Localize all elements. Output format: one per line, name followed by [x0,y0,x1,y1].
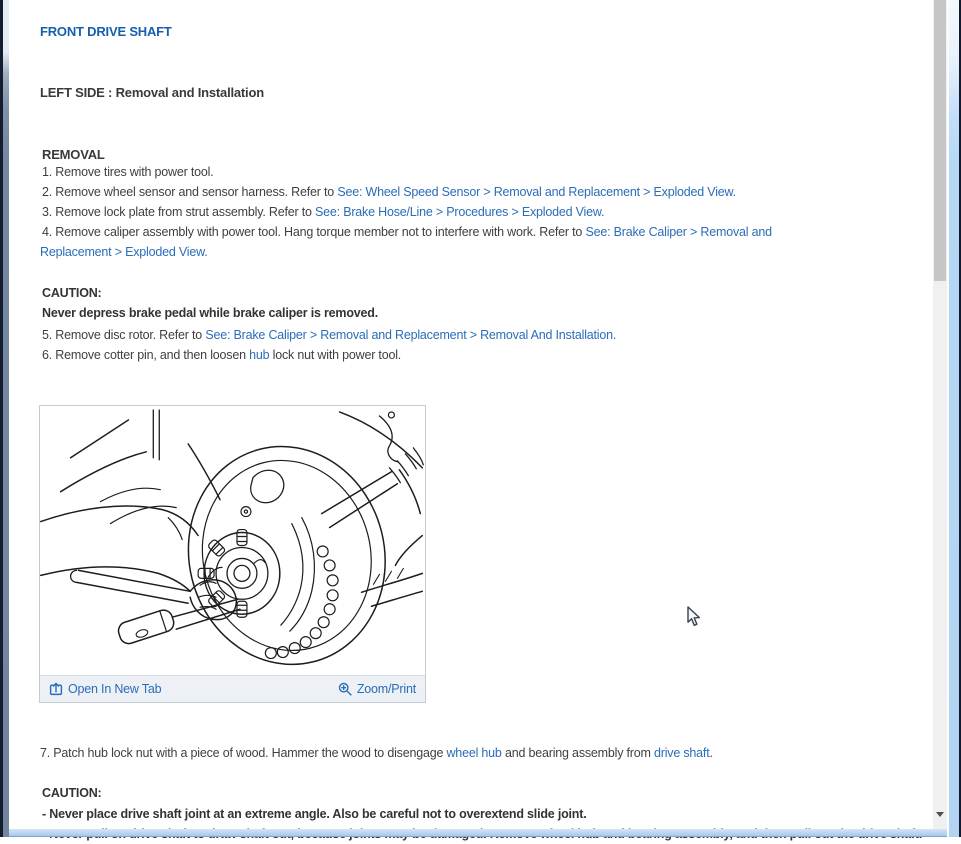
caution2-item-1: - Never place drive shaft joint at an extreme angle. Also be careful not to overextend slide joint. [42,807,587,821]
step-line-6 [42,345,401,365]
caution-label: CAUTION: [42,286,102,300]
inline-link[interactable]: See: Brake Hose/Line > Procedures > Exploded View. [315,205,605,219]
text-run: lock nut with power tool. [269,348,402,362]
window-frame-left [3,0,9,837]
scroll-down-icon[interactable] [936,812,944,817]
zoom-icon [338,682,352,696]
inline-link[interactable]: See: Wheel Speed Sensor > Removal and Replacement > Exploded View. [337,185,736,199]
text-run: 4. Remove caliper assembly with power tool. Hang torque member not to interfere with work. Refer to [42,225,586,239]
scrollbar-thumb[interactable] [934,0,946,281]
removal-heading: REMOVAL [42,147,105,162]
text-run: 7. Patch hub lock nut with a piece of wood. Hammer the wood to disengage [40,746,447,760]
open-in-new-tab-label: Open In New Tab [68,682,162,696]
brake-hub-illustration [40,406,425,675]
text-run: 6. Remove cotter pin, and then loosen [42,348,250,362]
mouse-cursor [687,606,701,627]
caution-text: Never depress brake pedal while brake caliper is removed. [42,306,378,320]
text-run: 2. Remove wheel sensor and sensor harness. Refer to [42,185,338,199]
step-line-3 [42,202,604,222]
inline-link[interactable]: See: Brake Caliper > Removal and [585,225,772,239]
text-run: 1. Remove tires with power tool. [42,165,214,179]
text-run: 5. Remove disc rotor. Refer to [42,328,206,342]
step-line-5 [42,325,616,345]
inline-link[interactable]: Replacement > Exploded View. [40,245,208,259]
figure-toolbar [40,675,425,702]
step-line-4 [42,222,772,242]
inline-link[interactable]: wheel hub [446,746,502,760]
content-area [9,0,933,837]
open-in-new-tab-link[interactable] [49,682,161,696]
text-run: . [709,746,713,760]
inline-link[interactable]: See: Brake Caliper > Removal and Replacement > Removal And Installation. [205,328,617,342]
text-run: and bearing assembly from [501,746,655,760]
text-run: 3. Remove lock plate from strut assembly. Refer to [42,205,316,219]
page-title: FRONT DRIVE SHAFT [40,24,172,39]
zoom-print-link[interactable] [338,682,416,696]
window-frame-right [949,0,959,837]
open-in-new-tab-icon [49,682,63,696]
caution2-label: CAUTION: [42,786,102,800]
section-subtitle: LEFT SIDE : Removal and Installation [40,85,264,100]
window-frame-bottom [3,829,959,837]
step-line-7 [40,743,713,763]
vertical-scrollbar[interactable] [933,0,947,837]
step-line-4-wrap [40,242,208,262]
step-line-1 [42,162,213,182]
inline-link[interactable]: hub [249,348,270,362]
figure-panel [39,405,426,703]
inline-link[interactable]: drive shaft [654,746,710,760]
zoom-print-label: Zoom/Print [356,682,416,696]
step-line-2 [42,182,736,202]
